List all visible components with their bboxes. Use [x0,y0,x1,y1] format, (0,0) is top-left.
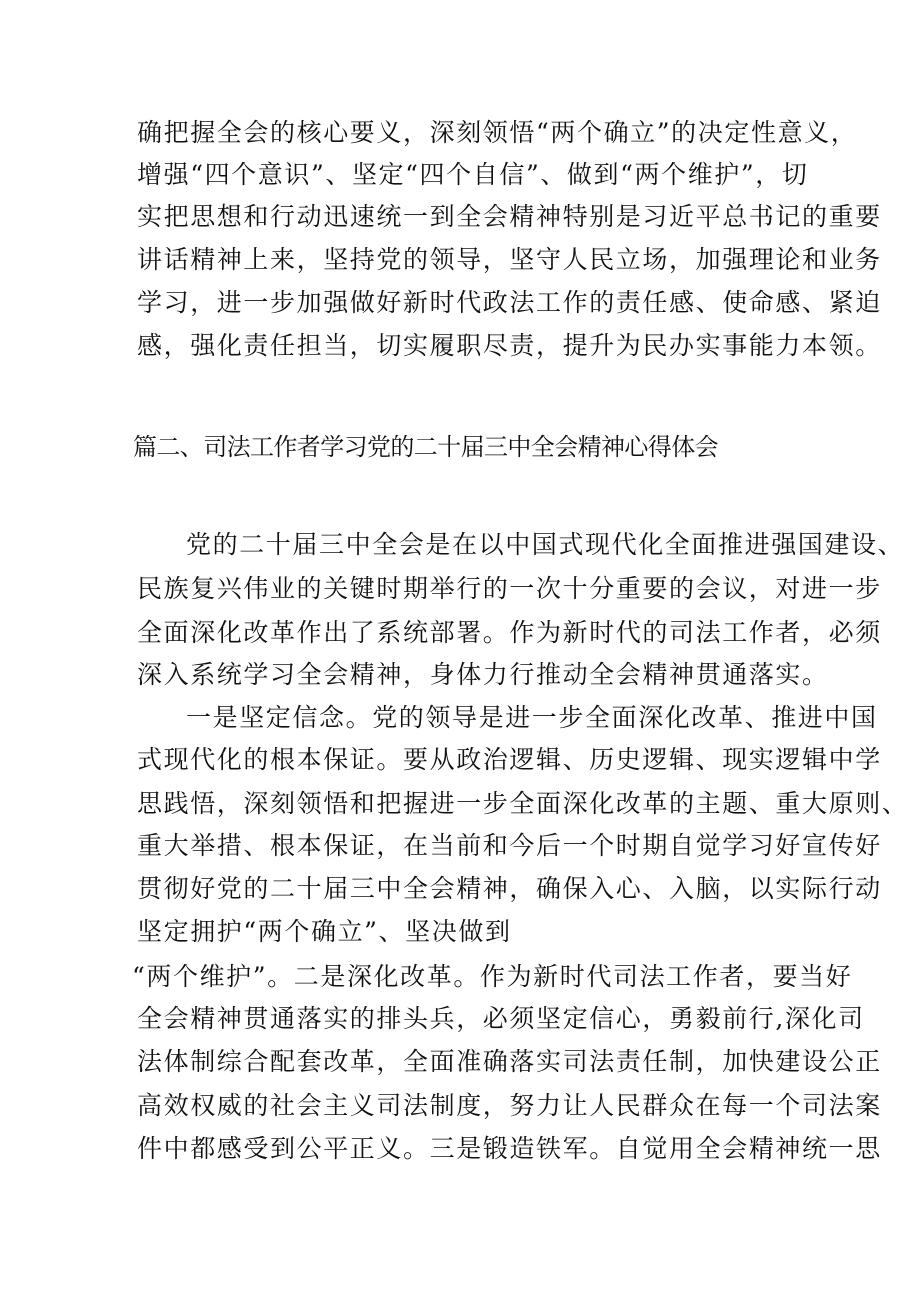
text-line: 学习，进一步加强做好新时代政法工作的责任感、使命感、紧迫 [137,288,882,317]
text-line: 贯彻好党的二十届三中全会精神，确保入心、入脑，以实际行动 [137,874,882,903]
text-line: 思践悟，深刻领悟和把握进一步全面深化改革的主题、重大原则、 [137,789,909,818]
text-line: 坚定拥护“两个确立”、坚决做到 [137,917,512,946]
text-line: 感，强化责任担当，切实履职尽责，提升为民办实事能力本领。 [137,331,882,360]
text-line: 高效权威的社会主义司法制度，努力让人民群众在每一个司法案 [137,1091,882,1120]
text-line: 党的二十届三中全会是在以中国式现代化全面推进强国建设、 [186,530,905,559]
text-line: “两个维护”。二是深化改革。作为新时代司法工作者，要当好 [132,962,853,991]
text-line: 全面深化改革作出了系统部署。作为新时代的司法工作者，必须 [137,618,882,647]
text-line: 一是坚定信念。党的领导是进一步全面深化改革、推进中国 [186,703,878,732]
text-line: 件中都感受到公平正义。三是锻造铁军。自觉用全会精神统一思 [137,1134,882,1163]
text-line: 实把思想和行动迅速统一到全会精神特别是习近平总书记的重要 [137,202,882,231]
text-line: 确把握全会的核心要义，深刻领悟“两个确立”的决定性意义， [137,118,858,147]
section-heading: 篇二、司法工作者学习党的二十届三中全会精神心得体会 [133,433,718,461]
text-line: 增强“四个意识”、坚定“四个自信”、做到“两个维护”，切 [137,160,809,189]
text-line: 重大举措、根本保证，在当前和今后一个时期自觉学习好宣传好 [137,831,882,860]
text-line: 民族复兴伟业的关键时期举行的一次十分重要的会议，对进一步 [137,574,882,603]
text-line: 深入系统学习全会精神，身体力行推动全会精神贯通落实。 [137,660,829,689]
text-line: 全会精神贯通落实的排头兵，必须坚定信心，勇毅前行,深化司 [137,1004,865,1033]
text-line: 法体制综合配套改革，全面准确落实司法责任制，加快建设公正 [137,1047,882,1076]
text-line: 讲话精神上来，坚持党的领导，坚守人民立场，加强理论和业务 [137,245,882,274]
text-line: 式现代化的根本保证。要从政治逻辑、历史逻辑、现实逻辑中学 [137,745,882,774]
